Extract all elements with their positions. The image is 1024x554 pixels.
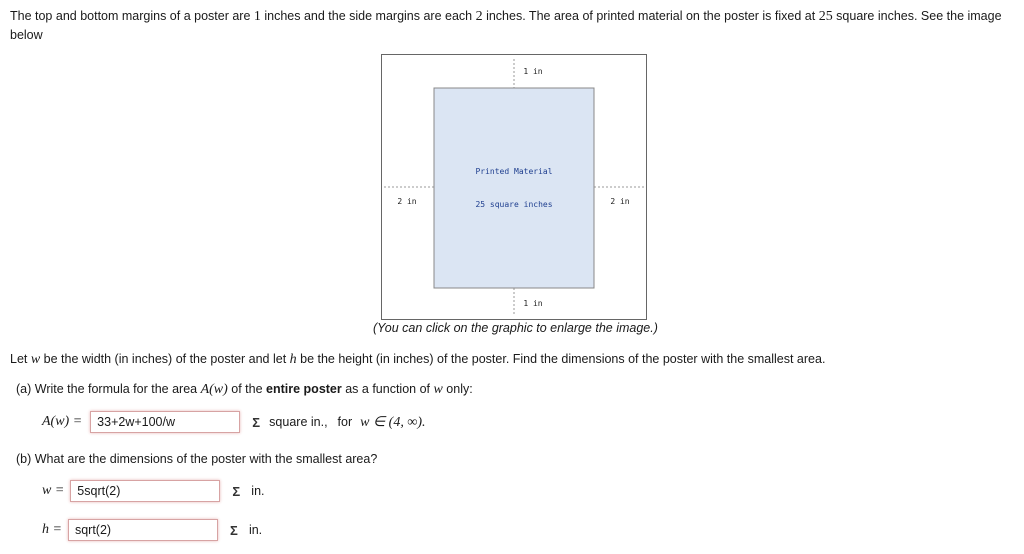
height-answer-row — [42, 519, 262, 541]
var-h: h — [289, 352, 297, 367]
tb-margin-value: 1 — [253, 9, 261, 24]
width-unit: in. — [251, 484, 265, 498]
sigma-icon[interactable]: Σ — [230, 522, 238, 538]
poster-diagram[interactable] — [381, 54, 647, 320]
area-formula-input[interactable]: 33+2w+100/w — [90, 411, 240, 433]
printed-material-area: 25 square inches — [475, 200, 553, 209]
part-a-text: only: — [442, 382, 473, 396]
var-w: w — [30, 352, 41, 367]
side-margin-value: 2 — [475, 9, 483, 24]
var-w: w — [433, 382, 443, 397]
left-margin-label: 2 in — [397, 197, 417, 206]
bottom-margin-label: 1 in — [523, 299, 543, 308]
part-a-prompt — [16, 380, 473, 399]
right-margin-label: 2 in — [610, 197, 630, 206]
part-a-text: as a function of — [341, 382, 434, 396]
height-label: h = — [42, 522, 62, 537]
question-part: be the width (in inches) of the poster and let — [40, 352, 290, 366]
width-label: w = — [42, 483, 65, 498]
width-input[interactable]: 5sqrt(2) — [70, 480, 220, 502]
domain-for: for — [337, 415, 353, 429]
problem-statement — [10, 7, 1010, 44]
poster-svg[interactable] — [382, 55, 646, 319]
area-function: A(w) — [200, 382, 228, 397]
area-answer-row — [42, 411, 425, 433]
sigma-icon[interactable]: Σ — [252, 414, 261, 430]
part-b-prompt: (b) What are the dimensions of the poster with the smallest area? — [16, 452, 378, 466]
intro-text: square inches. See the image below — [10, 9, 1002, 42]
question-part: Let — [10, 352, 31, 366]
entire-poster-emphasis: entire poster — [266, 382, 342, 396]
top-margin-label: 1 in — [523, 67, 543, 76]
height-unit: in. — [248, 523, 263, 537]
part-a-text: (a) Write the formula for the area — [16, 382, 201, 396]
height-input[interactable]: sqrt(2) — [68, 519, 218, 541]
figure-caption: (You can click on the graphic to enlarge the image.) — [373, 321, 658, 335]
area-label: A(w) = — [42, 414, 83, 429]
area-unit: square in., — [269, 415, 328, 429]
intro-text: inches. The area of printed material on the poster is fixed at — [482, 9, 819, 23]
width-answer-row — [42, 480, 265, 502]
question-text — [10, 350, 825, 369]
area-value: 25 — [818, 9, 833, 24]
intro-text: The top and bottom margins of a poster are — [10, 9, 254, 23]
printed-material-region — [434, 88, 594, 288]
domain-interval: w ∈ (4, ∞). — [360, 414, 426, 430]
intro-text: inches and the side margins are each — [260, 9, 476, 23]
part-a-text: of the — [227, 382, 267, 396]
question-part: be the height (in inches) of the poster. Find the dimensions of the poster with the smallest area. — [296, 352, 826, 366]
printed-material-title: Printed Material — [475, 167, 553, 176]
sigma-icon[interactable]: Σ — [232, 483, 241, 499]
